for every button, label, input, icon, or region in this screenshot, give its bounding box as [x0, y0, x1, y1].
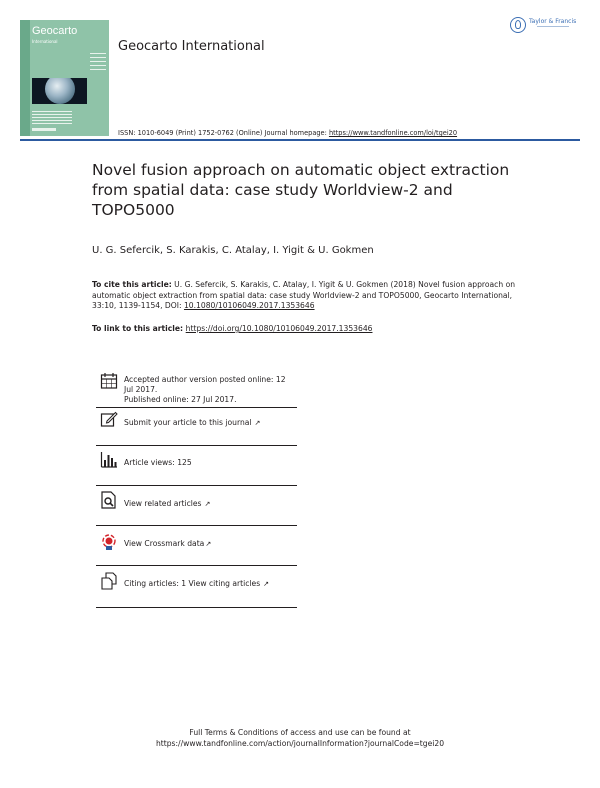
article-title: Novel fusion approach on automatic object extraction from spatial data: case study Worldview-2 and TOPO5000: [92, 161, 510, 219]
related-articles-label: View related articles: [124, 499, 202, 508]
crossmark-link[interactable]: [124, 539, 211, 549]
submit-article-label: Submit your article to this journal: [124, 418, 252, 427]
submit-article-link[interactable]: [124, 418, 260, 428]
publisher-logo-icon: [510, 17, 526, 33]
cover-earth-image: [32, 78, 87, 104]
article-doi-url[interactable]: https://doi.org/10.1080/10106049.2017.1353646: [185, 324, 373, 333]
citing-articles-icon: [100, 572, 118, 590]
cover-bottom-text: [32, 109, 72, 126]
article-views-row: [96, 445, 297, 486]
calendar-icon: [100, 372, 118, 390]
bar-chart-icon: [100, 451, 118, 469]
accepted-date: Accepted author version posted online: 12 Jul 2017.: [124, 375, 286, 394]
article-link-block: [92, 324, 372, 333]
citing-articles-label: Citing articles: 1 View citing articles: [124, 579, 261, 588]
footer-terms-link[interactable]: https://www.tandfonline.com/action/journalInformation?journalCode=tgei20: [155, 739, 445, 748]
article-authors: U. G. Sefercik, S. Karakis, C. Atalay, I. Yigit & U. Gokmen: [92, 245, 374, 256]
external-link-icon: ↗: [263, 580, 270, 588]
publisher-logo-tagline: [537, 26, 569, 27]
crossmark-row[interactable]: [96, 525, 297, 566]
publisher-logo-text: Taylor & Francis: [529, 18, 577, 25]
citing-articles-link[interactable]: [124, 579, 269, 589]
cover-spine: [20, 20, 30, 136]
citing-articles-row[interactable]: [96, 565, 297, 608]
publication-dates-row: [96, 368, 297, 408]
header-divider: [20, 139, 580, 141]
cover-subtitle: International: [32, 39, 58, 44]
cover-publisher-logo: [32, 128, 56, 131]
submit-article-row[interactable]: [96, 407, 297, 446]
issn-text: ISSN: 1010-6049 (Print) 1752-0762 (Online) Journal homepage:: [118, 129, 329, 137]
related-articles-row[interactable]: [96, 485, 297, 526]
issn-line: [118, 129, 457, 137]
external-link-icon: ↗: [254, 419, 261, 427]
article-link-label: To link to this article:: [92, 324, 186, 333]
footer-terms-text: Full Terms & Conditions of access and use can be found at: [189, 728, 411, 737]
journal-name: Geocarto International: [118, 39, 265, 54]
citation-label: To cite this article:: [92, 280, 172, 289]
crossmark-label: View Crossmark data: [124, 539, 205, 548]
external-link-icon: ↗: [204, 500, 211, 508]
footer: [100, 727, 500, 749]
doi-link[interactable]: 10.1080/10106049.2017.1353646: [183, 301, 315, 310]
journal-homepage-link[interactable]: https://www.tandfonline.com/loi/tgei20: [328, 129, 458, 137]
citation-text: U. G. Sefercik, S. Karakis, C. Atalay, I. Yigit & U. Gokmen (2018) Novel fusion approach on automatic object extraction from spatial data: case study Worldview-2 and TOPO5000, Geocarto International, 33:10, 1139-1154, DOI:: [92, 280, 516, 310]
crossmark-icon: [100, 533, 118, 551]
taylor-francis-logo[interactable]: [510, 15, 580, 39]
citation-block: [92, 280, 522, 312]
external-link-icon: ↗: [205, 540, 212, 548]
cover-side-text: [90, 50, 106, 73]
edit-icon: [100, 410, 118, 428]
cover-title: Geocarto: [32, 25, 78, 37]
related-articles-link[interactable]: [124, 499, 210, 509]
published-date: Published online: 27 Jul 2017.: [124, 395, 237, 404]
article-views: Article views: 125: [124, 458, 192, 467]
journal-cover-thumbnail: [20, 20, 109, 136]
document-search-icon: [100, 491, 118, 509]
